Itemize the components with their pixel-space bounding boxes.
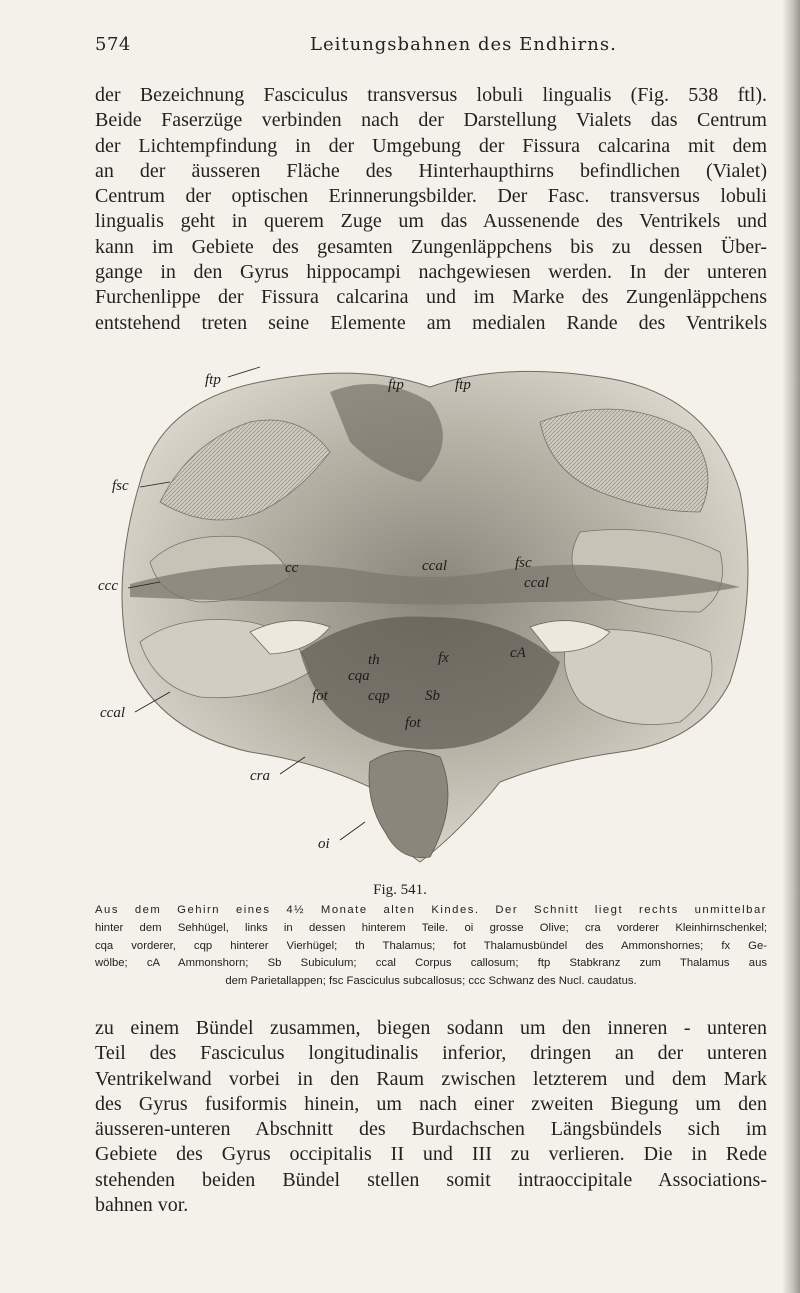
text-line: äusseren-unteren Abschnitt des Burdachschen Längsbündels sich im (95, 1118, 767, 1141)
text-line: der Lichtempfindung in der Umgebung der Fissura calcarina mit dem (95, 134, 767, 157)
text-line: stehenden beiden Bündel stellen somit intraoccipitale Associations- (95, 1168, 767, 1191)
paragraph-top (95, 83, 767, 336)
brain-section-figure (100, 362, 760, 880)
running-title: Leitungsbahnen des Endhirns. (310, 34, 617, 55)
paragraph-bottom (95, 1016, 767, 1218)
svg-text:oi: oi (318, 836, 330, 852)
svg-text:Sb: Sb (425, 688, 440, 704)
text-line: kann im Gebiete des gesamten Zungenläppchens bis zu dessen Über- (95, 235, 767, 258)
svg-text:ftp: ftp (388, 377, 404, 393)
text-line: lingualis geht in querem Zuge um das Aussenende des Ventrikels und (95, 210, 767, 233)
page-number: 574 (95, 34, 131, 55)
svg-text:ftp: ftp (205, 372, 221, 388)
text-line: bahnen vor. (95, 1194, 189, 1217)
svg-text:ftp: ftp (455, 377, 471, 393)
text-line: Furchenlippe der Fissura calcarina und im Marke des Zungenläppchens (95, 286, 767, 309)
text-line: an der äusseren Fläche des Hinterhaupthirns befindlichen (Vialet) (95, 159, 767, 182)
svg-text:cra: cra (250, 768, 270, 784)
svg-text:cqp: cqp (368, 688, 390, 704)
svg-text:cc: cc (285, 560, 299, 576)
svg-text:fot: fot (405, 715, 421, 731)
svg-text:fsc: fsc (515, 555, 532, 571)
svg-text:fsc: fsc (112, 478, 129, 494)
text-line: Gebiete des Gyrus occipitalis II und III zu verlieren. Die in Rede (95, 1143, 767, 1166)
svg-text:ccc: ccc (98, 578, 118, 594)
text-line: Centrum der optischen Erinnerungsbilder. Der Fasc. transversus lobuli (95, 185, 767, 208)
text-line: entstehend treten seine Elemente am medialen Rande des Ventrikels (95, 311, 767, 334)
caption-line: wölbe; cA Ammonshorn; Sb Subiculum; ccal Corpus callosum; ftp Stabkranz zum Thalamus aus (95, 957, 767, 970)
text-line: Teil des Fasciculus longitudinalis inferior, dringen an der unteren (95, 1042, 767, 1065)
text-line: Ventrikelwand vorbei in den Raum zwischen letzterem und dem Mark (95, 1067, 767, 1090)
text-line: Beide Faserzüge verbinden nach der Darstellung Vialets das Centrum (95, 109, 767, 132)
caption-line: cqa vorderer, cqp hinterer Vierhügel; th Thalamus; fot Thalamusbündel des Ammonshornes; fx Ge- (95, 939, 767, 952)
text-line: des Gyrus fusiformis hinein, um nach einer zweiten Biegung um den (95, 1092, 767, 1115)
svg-text:ccal: ccal (422, 558, 447, 574)
svg-text:cA: cA (510, 645, 526, 661)
caption-line: dem Parietallappen; fsc Fasciculus subcallosus; ccc Schwanz des Nucl. caudatus. (225, 975, 637, 988)
page-edge-shadow (782, 0, 800, 1293)
text-line: zu einem Bündel zusammen, biegen sodann um den inneren - unteren (95, 1017, 767, 1039)
figure-caption (95, 902, 767, 991)
svg-text:cqa: cqa (348, 668, 370, 684)
figure-number: Fig. 541. (373, 882, 427, 898)
text-line: der Bezeichnung Fasciculus transversus lobuli lingualis (Fig. 538 ftl). (95, 84, 767, 106)
text-line: gange in den Gyrus hippocampi nachgewiesen werden. In der unteren (95, 261, 767, 284)
svg-text:fot: fot (312, 688, 328, 704)
svg-text:fx: fx (438, 650, 449, 666)
svg-text:ccal: ccal (100, 705, 125, 721)
svg-text:ccal: ccal (524, 575, 549, 591)
caption-line: hinter dem Sehhügel, links in dessen hinterem Teile. oi grosse Olive; cra vorderer Kleinhirnschenkel; (95, 921, 767, 934)
brain-section-illustration (100, 362, 760, 880)
svg-text:th: th (368, 652, 380, 668)
page-header (95, 34, 765, 60)
caption-line: Aus dem Gehirn eines 4½ Monate alten Kindes. Der Schnitt liegt rechts unmittelbar (95, 904, 767, 916)
